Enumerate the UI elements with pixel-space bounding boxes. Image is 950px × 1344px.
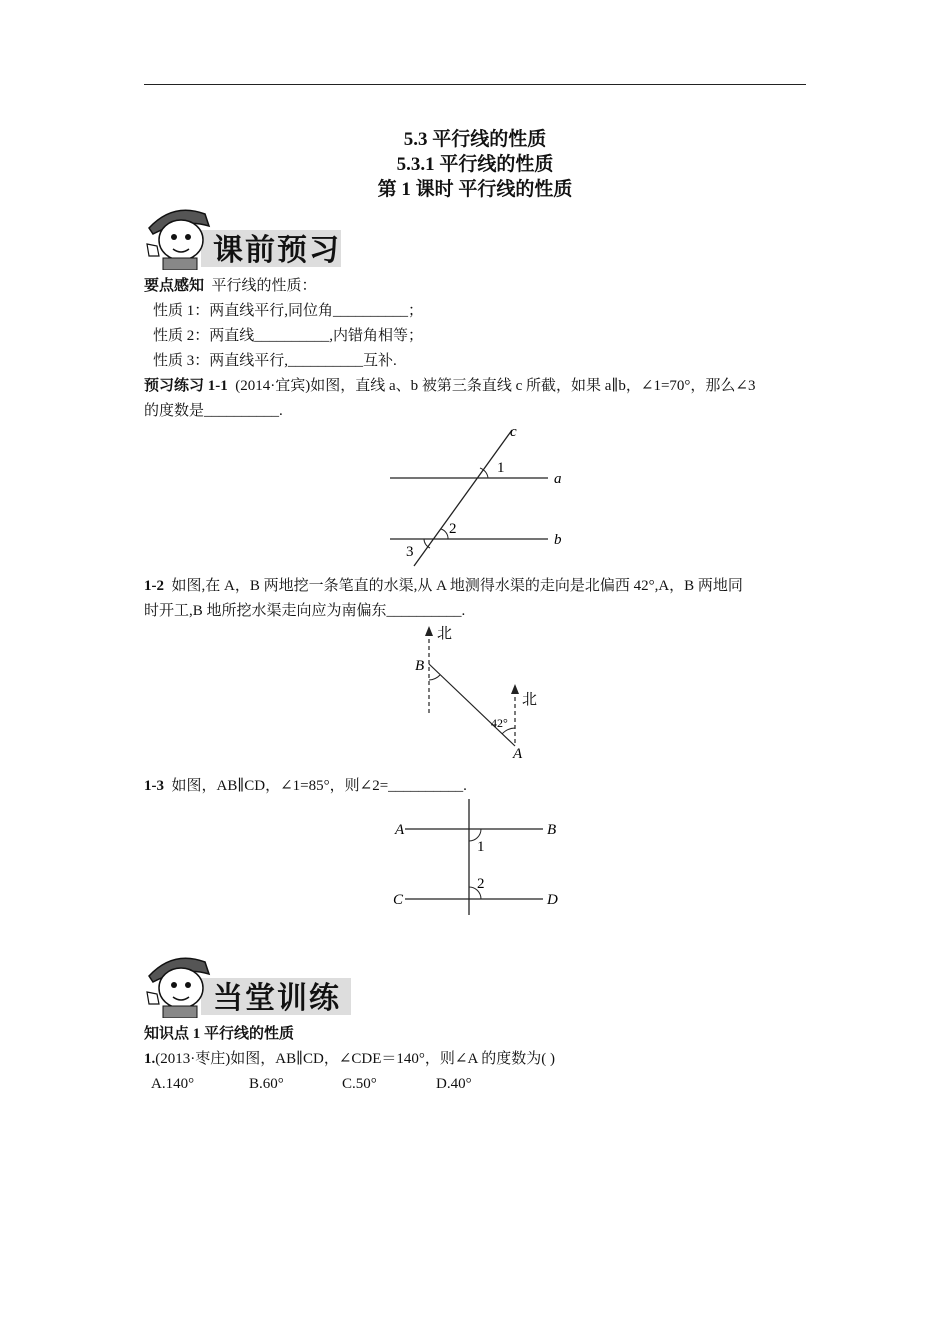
label-angle-1: 1	[497, 460, 505, 476]
banner-practice	[143, 948, 353, 1018]
banner-preview	[143, 200, 343, 270]
exercise-1-2-cont: 时开工,B 地所挖水渠走向应为南偏东__________.	[144, 603, 466, 619]
label-angle-42: 42°	[491, 716, 508, 730]
figure-parallel-lines-abc	[380, 420, 580, 570]
cartoon-boy-icon	[147, 958, 209, 1018]
option-b: B.60°	[249, 1076, 284, 1092]
label-b: B	[547, 822, 557, 838]
question-1-text: (2013·枣庄)如图，AB∥CD，∠CDE＝140°，则∠A 的度数为( )	[155, 1051, 555, 1067]
banner-preview-label: 课前预习	[213, 233, 341, 268]
exercise-1-1-label: 预习练习 1-1	[144, 378, 228, 394]
exercise-1-3-label: 1-3	[144, 778, 164, 794]
exercise-1-2-text: 如图,在 A，B 两地挖一条笔直的水渠,从 A 地测得水渠的走向是北偏西 42°,A，B 两地同	[171, 578, 743, 594]
key-points-line	[144, 274, 808, 298]
label-a: A	[395, 822, 405, 838]
cartoon-boy-icon	[147, 210, 209, 270]
key-points-intro: 平行线的性质：	[211, 278, 317, 294]
label-angle-2: 2	[477, 876, 485, 892]
question-1	[144, 1047, 808, 1071]
exercise-1-3-text: 如图，AB∥CD，∠1=85°，则∠2=__________.	[171, 778, 467, 794]
label-d: D	[547, 892, 558, 908]
section-knowledge-1: 知识点 1 平行线的性质	[144, 1026, 295, 1042]
label-point-a: A	[513, 746, 523, 762]
label-a: a	[554, 471, 562, 487]
exercise-1-1	[144, 374, 808, 398]
option-d: D.40°	[436, 1076, 472, 1092]
banner-practice-label: 当堂训练	[213, 981, 341, 1016]
label-angle-1: 1	[477, 839, 485, 855]
label-point-b: B	[415, 658, 425, 674]
label-angle-2: 2	[449, 521, 457, 537]
key-points-head: 要点感知	[144, 278, 205, 294]
north-label-a: 北	[522, 692, 538, 708]
exercise-1-2-label: 1-2	[144, 578, 164, 594]
property-1: 性质 1：两直线平行,同位角__________；	[153, 303, 424, 319]
label-angle-3: 3	[406, 544, 414, 560]
label-b: b	[554, 532, 562, 548]
property-3: 性质 3：两直线平行,__________互补.	[153, 353, 397, 369]
title-section: 5.3 平行线的性质	[403, 129, 547, 150]
label-c: C	[393, 892, 404, 908]
label-c: c	[510, 424, 517, 440]
title-subsection: 5.3.1 平行线的性质	[396, 154, 554, 175]
option-c: C.50°	[342, 1076, 377, 1092]
exercise-1-1-cont: 的度数是__________.	[144, 403, 283, 419]
figure-compass-canal	[400, 620, 550, 765]
option-a: A.140°	[151, 1076, 195, 1092]
question-1-num: 1.	[144, 1051, 156, 1067]
title-lesson: 第 1 课时 平行线的性质	[377, 179, 573, 200]
property-2: 性质 2：两直线__________,内错角相等；	[153, 328, 424, 344]
exercise-1-1-text: (2014·宜宾)如图，直线 a、b 被第三条直线 c 所截，如果 a∥b，∠1=70°，那么∠3	[235, 378, 756, 394]
exercise-1-2	[144, 574, 808, 598]
figure-ab-cd-transversal	[385, 795, 575, 920]
header-rule	[144, 84, 806, 85]
north-label-b: 北	[437, 626, 453, 642]
